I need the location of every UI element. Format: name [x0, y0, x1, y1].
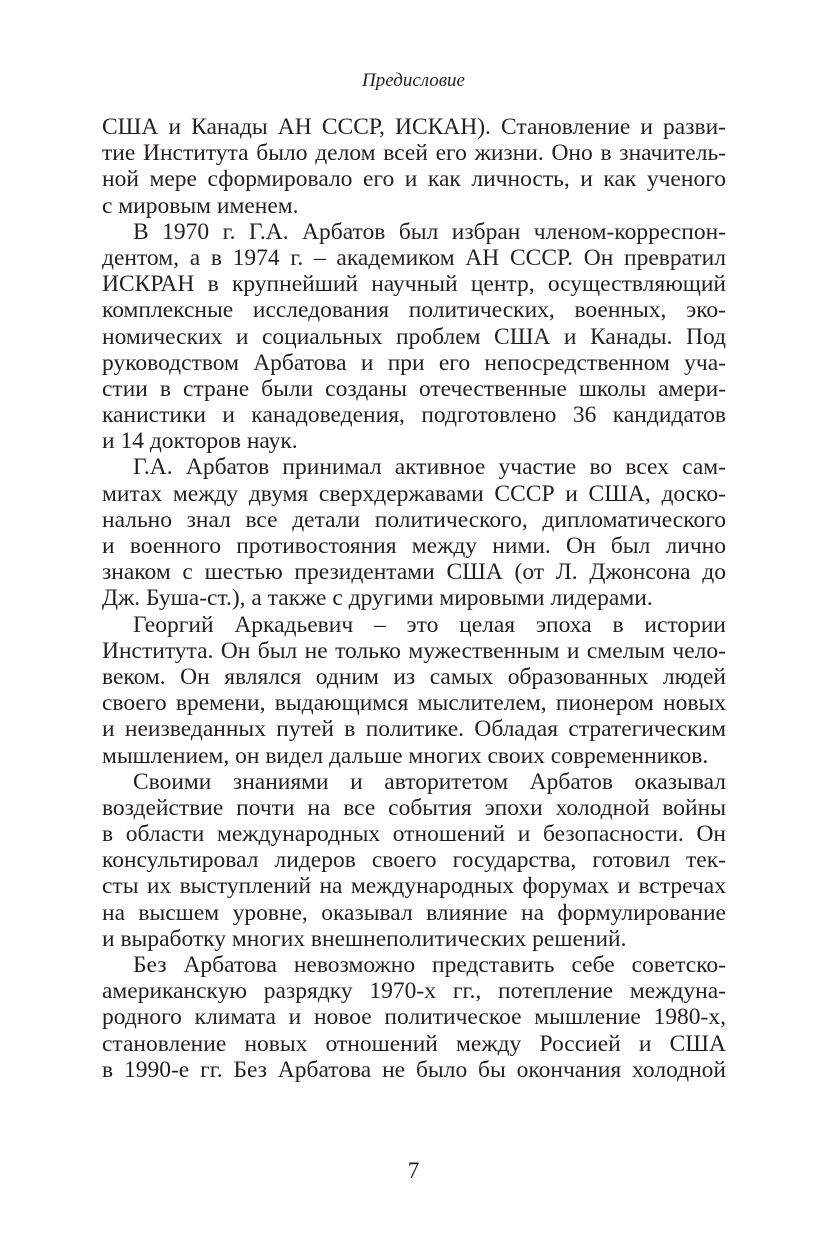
text-line: в области международных отношений и безопасности. Он [102, 821, 726, 848]
text-line: американскую разрядку 1970-х гг., потепление междуна- [102, 978, 726, 1005]
text-line: стии в стране были созданы отечественные школы амери- [102, 375, 726, 402]
text-line: В 1970 г. Г.А. Арбатов был избран членом-корреспон- [133, 218, 726, 245]
text-line: комплексные исследования политических, военных, эко- [102, 297, 726, 324]
text-line: митах между двумя сверхдержавами СССР и США, доско- [102, 480, 726, 507]
text-line: с мировым именем. [102, 192, 299, 219]
text-line: родного климата и новое политическое мышление 1980-х, [102, 1004, 726, 1031]
text-line: Без Арбатова невозможно представить себе советско- [133, 952, 726, 978]
text-line: мышлением, он видел дальше многих своих современников. [102, 742, 709, 769]
text-line: дентом, а в 1974 г. – академиком АН СССР. Он превратил [102, 244, 726, 271]
text-line: Своими знаниями и авторитетом Арбатов оказывал [133, 768, 726, 795]
body-text [102, 114, 726, 1083]
text-line: Г.А. Арбатов принимал активное участие во всех сам- [133, 454, 726, 481]
paragraph [102, 219, 726, 455]
paragraph [102, 454, 726, 611]
text-line: в 1990-е гг. Без Арбатова не было бы окончания холодной [102, 1056, 726, 1083]
text-line: воздействие почти на все события эпохи холодной войны [102, 794, 726, 821]
text-line: тие Института было делом всей его жизни. Оно в значитель- [102, 140, 726, 167]
text-line: ИСКРАН в крупнейший научный центр, осуществляющий [102, 271, 726, 298]
text-line: нально знал все детали политического, дипломатического [102, 506, 726, 533]
text-line: на высшем уровне, оказывал влияние на формулирование [102, 899, 726, 926]
page-number: 7 [407, 1158, 420, 1183]
paragraph [102, 952, 726, 1083]
text-line: консультировал лидеров своего государства, готовил тек- [102, 847, 726, 874]
paragraph [102, 769, 726, 952]
text-line: Георгий Аркадьевич – это целая эпоха в истории [133, 611, 726, 638]
text-line: США и Канады АН СССР, ИСКАН). Становление и разви- [102, 114, 726, 140]
text-line: канистики и канадоведения, подготовлено 36 кандидатов [102, 402, 726, 429]
text-line: и 14 докторов наук. [102, 428, 298, 455]
text-line: номических и социальных проблем США и Канады. Под [102, 323, 726, 350]
paragraph [102, 612, 726, 769]
text-line: становление новых отношений между Россией и США [102, 1030, 726, 1057]
text-line: и выработку многих внешнеполитических решений. [102, 925, 627, 952]
text-line: Института. Он был не только мужественным и смелым чело- [102, 637, 726, 664]
paragraph [102, 114, 726, 219]
text-line: знаком с шестью президентами США (от Л. Джонсона до [102, 559, 726, 586]
text-line: Дж. Буша-ст.), а также с другими мировыми лидерами. [102, 585, 653, 612]
text-line: своего времени, выдающимся мыслителем, пионером новых [102, 690, 726, 717]
text-line: руководством Арбатова и при его непосредственном уча- [102, 349, 726, 376]
text-line: веком. Он являлся одним из самых образованных людей [102, 663, 726, 690]
text-line: и военного противостояния между ними. Он был лично [102, 533, 726, 559]
text-line: и неизведанных путей в политике. Обладая стратегическим [102, 716, 726, 743]
running-head: Предисловие [362, 70, 465, 91]
text-line: ной мере сформировало его и как личность, и как ученого [102, 166, 726, 193]
text-line: сты их выступлений на международных форумах и встречах [102, 873, 726, 900]
